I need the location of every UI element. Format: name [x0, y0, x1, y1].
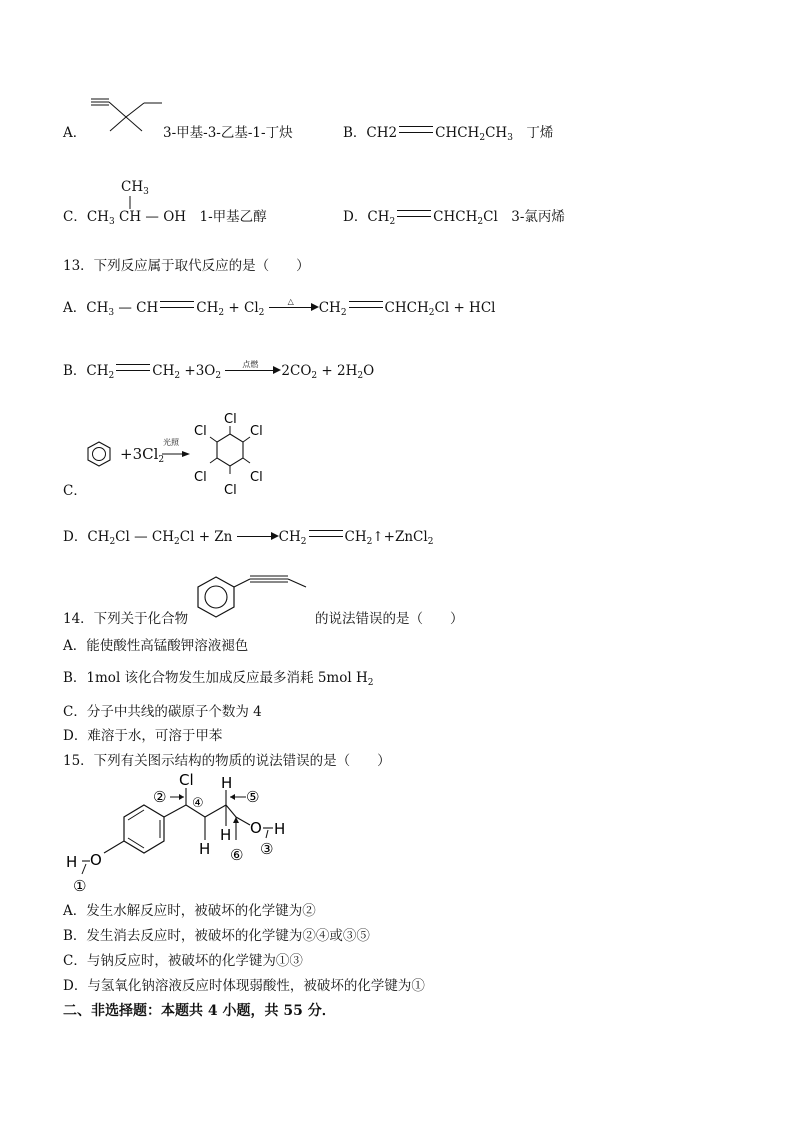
- benzene-ring-icon: [86, 440, 112, 468]
- q15-option-a: A．发生水解反应时，被破坏的化学键为②: [63, 903, 316, 919]
- svg-text:O: O: [250, 819, 262, 837]
- q15-option-c: C．与钠反应时，被破坏的化学键为①③: [63, 953, 303, 969]
- compound-name: 丁烯: [526, 125, 554, 141]
- q12-option-b: B．CH2 $CHCH_2CH_3$ 丁烯: [343, 125, 554, 143]
- svg-text:⑥: ⑥: [230, 846, 244, 864]
- section-heading: 二、非选择题：本题共 4 小题，共 55 分．: [63, 1003, 336, 1019]
- svg-text:Cl: Cl: [179, 771, 194, 789]
- svg-text:④: ④: [192, 796, 204, 811]
- chlorine-atom: Cl: [194, 424, 207, 439]
- chlorine-atom: Cl: [194, 470, 207, 485]
- reaction-arrow: △: [269, 299, 319, 313]
- compound-name: 3-甲基-3-乙基-1-丁炔: [163, 125, 293, 141]
- q15-option-b: B．发生消去反应时，被破坏的化学键为②④或③⑤: [63, 928, 370, 944]
- svg-text:①: ①: [73, 877, 87, 895]
- svg-text:H: H: [274, 820, 286, 838]
- chlorine-atom: Cl: [224, 412, 237, 427]
- svg-text:③: ③: [260, 840, 274, 858]
- q15-structure-diagram: [60, 770, 310, 900]
- option-label: C．: [63, 483, 87, 499]
- q13-option-a: A．$CH_3$ — CH $CH_2 + Cl_2$ △ $CH_2$ $CHCH_2Cl$ + HCl: [63, 297, 496, 318]
- svg-text:H: H: [221, 774, 233, 792]
- q15-stem: 15．下列有关图示结构的物质的说法错误的是（ ）: [63, 753, 391, 769]
- reaction-arrow: [237, 528, 279, 542]
- svg-text:H: H: [199, 840, 211, 858]
- compound-name: 1-甲基乙醇: [199, 209, 267, 225]
- chlorine-atom: Cl: [250, 424, 263, 439]
- q14-option-a: A．能使酸性高锰酸钾溶液褪色: [63, 638, 249, 654]
- q13-option-b: B．$CH_2$ $CH_2 +3O_2$ 点燃 $2CO_2 + 2H_2O$: [63, 360, 375, 381]
- svg-text:②: ②: [153, 788, 167, 806]
- q12-option-d: D．$CH_2$ $CHCH_2Cl$ 3-氯丙烯: [343, 209, 565, 227]
- phenylpropyne-structure: [192, 573, 312, 623]
- double-bond: [397, 210, 431, 217]
- q13-option-d: D．$CH_2Cl$ — $CH_2Cl + Zn$ $CH_2$ $CH_2↑+ZnCl_2$: [63, 529, 434, 547]
- compound-name: 3-氯丙烯: [511, 209, 565, 225]
- double-bond: [399, 126, 433, 133]
- chlorine-atom: Cl: [250, 470, 263, 485]
- q13-stem: 13．下列反应属于取代反应的是（ ）: [63, 258, 310, 274]
- q15-option-d: D．与氢氧化钠溶液反应时体现弱酸性，被破坏的化学键为①: [63, 978, 425, 994]
- svg-text:⑤: ⑤: [246, 788, 260, 806]
- chlorine-atom: Cl: [224, 483, 237, 498]
- alkyne-structure: [86, 95, 166, 135]
- q14-option-d: D．难溶于水，可溶于甲苯: [63, 728, 223, 744]
- q14-option-c: C．分子中共线的碳原子个数为 4: [63, 704, 262, 720]
- hexachlorocyclohexane-structure: [190, 410, 270, 498]
- svg-text:H: H: [66, 853, 78, 871]
- option-label: A．: [63, 125, 87, 141]
- svg-text:H: H: [220, 826, 232, 844]
- q14-option-b: B．1mol 该化合物发生加成反应最多消耗 5mol $H_2$: [63, 670, 374, 688]
- svg-text:O: O: [90, 851, 102, 869]
- reaction-condition: 光照: [163, 438, 179, 447]
- reaction-arrow: 点燃: [225, 362, 281, 376]
- reaction-arrow: [162, 450, 190, 458]
